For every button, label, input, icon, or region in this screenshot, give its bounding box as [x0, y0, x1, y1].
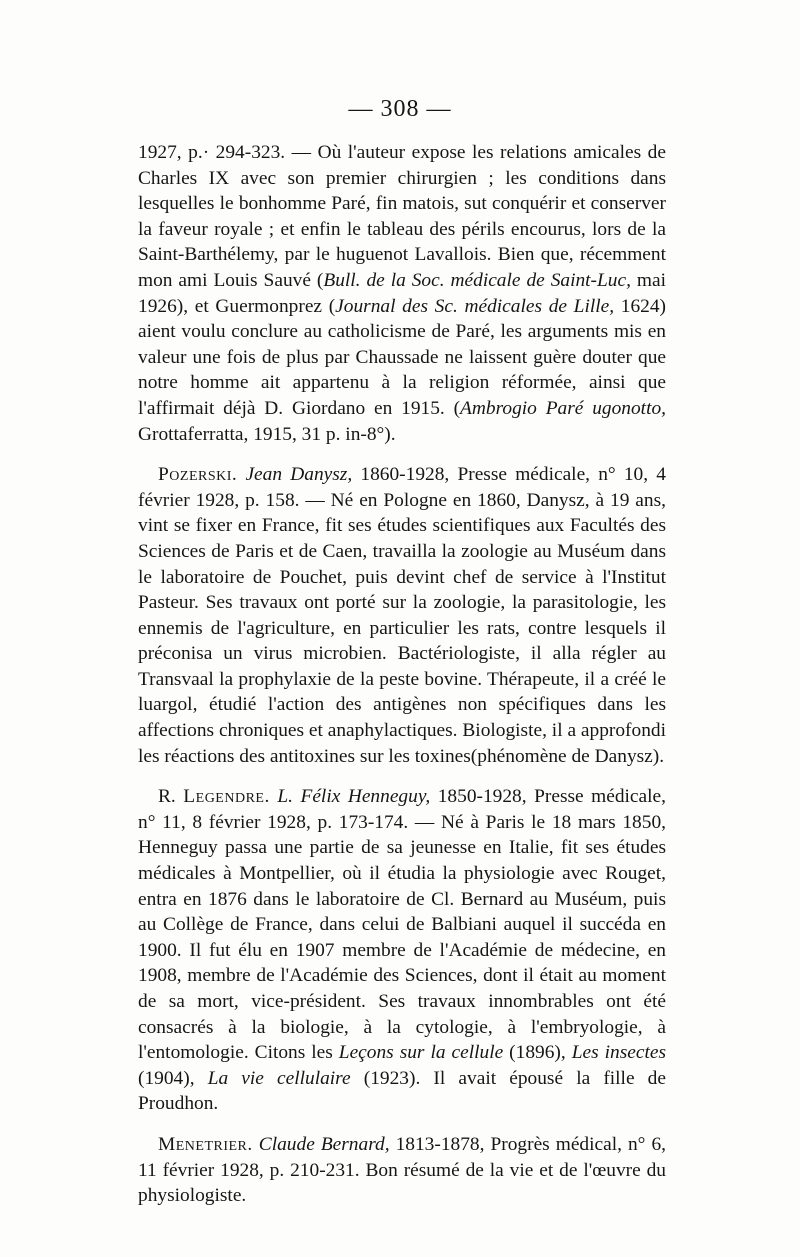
- entry-legendre-henneguy: [138, 784, 666, 1117]
- entry-pozerski-danysz: [138, 462, 666, 769]
- italic-title: Leçons sur la cellule: [338, 1042, 504, 1064]
- italic-title: La vie cellulaire: [207, 1067, 351, 1089]
- text-run: Grottaferratta, 1915, 31 p. in-8°).: [138, 423, 396, 445]
- author-name: Legendre.: [183, 786, 270, 808]
- text-run: 1850-1928, Presse médicale, n° 11, 8 février 1928, p. 173-174. — Né à Paris le 18 mars 1850, Henneguy passa une partie de sa jeunesse en Italie, fit ses études médicales à Montpellier, où il étudia la physiologie avec Rouget, entra en 1876 dans le laboratoire de Cl. Bernard au Muséum, puis au Collège de France, dans celui de Balbiani auquel il succéda en 1900. Il fut élu en 1907 membre de l'Académie de médecine, en 1908, membre de l'Académie des Sciences, dont il était au moment de sa mort, vice-président. Ses travaux innombrables ont été consacrés à la biologie, à la cytologie, à l'embryologie, à l'entomologie. Citons les: [138, 786, 666, 1064]
- text-run: 1624) aient voulu conclure au catholicisme de Paré, les arguments mis en valeur une fois de plus par Chaussade ne laissent guère douter que notre homme ait appartenu à la religion réformée, ainsi que l'affirmait déjà D. Giordano en 1915. (: [138, 295, 666, 419]
- text-run: R.: [158, 786, 184, 808]
- italic-title: Les insectes: [571, 1042, 666, 1064]
- text-run: (1896),: [503, 1042, 572, 1064]
- paragraph-pare-continuation: [138, 140, 666, 447]
- text-run: mai 1926), et Guermonprez (: [138, 269, 666, 317]
- italic-title: Bull. de la Soc. médicale de Saint-Luc,: [323, 269, 631, 291]
- text-run: 1860-1928, Presse médicale, n° 10, 4 février 1928, p. 158. — Né en Pologne en 1860, Danysz, à 19 ans, vint se fixer en France, fit ses études scientifiques aux Facultés des Sciences de Paris et de Caen, travailla la zoologie au Muséum dans le laboratoire de Pouchet, puis devint chef de service à l'Institut Pasteur. Ses travaux ont porté sur la zoologie, la parasitologie, les ennemis de l'agriculture, en particulier les rats, contre lesquels il préconisa un virus microbien. Bactériologiste, il alla régler au Transvaal la prophylaxie de la peste bovine. Thérapeute, il a créé le luargol, étudié l'action des antigènes non spécifiques dans les affections chroniques et anaphylactiques. Biologiste, il a approfondi les réactions des antitoxines sur les toxines(phénomène de Danysz).: [138, 464, 666, 767]
- body-text: [138, 140, 666, 1209]
- author-name: Menetrier.: [158, 1133, 253, 1155]
- text-run: 1813-1878, Progrès médical, n° 6, 11 février 1928, p. 210-231. Bon résumé de la vie et de l'œuvre du physiologiste.: [138, 1133, 666, 1207]
- author-name: Pozerski.: [158, 464, 238, 486]
- italic-title: L. Félix Henneguy,: [277, 786, 431, 808]
- italic-title: Journal des Sc. médicales de Lille,: [335, 295, 615, 317]
- text-run: (1904),: [138, 1067, 208, 1089]
- italic-title: Claude Bernard,: [258, 1133, 390, 1155]
- entry-menetrier-bernard: [138, 1132, 666, 1209]
- italic-title: Jean Danysz,: [245, 464, 353, 486]
- text-run: 1927, p.· 294-323. — Où l'auteur expose les relations amicales de Charles IX avec son premier chirurgien ; les conditions dans lesquelles le bonhomme Paré, fin matois, sut conquérir et conserver la faveur royale ; et enfin le tableau des périls encourus, lors de la Saint-Barthélemy, par le huguenot Lavallois. Bien que, récemment mon ami Louis Sauvé (: [138, 142, 666, 291]
- text-run: (1923). Il avait épousé la fille de Proudhon.: [138, 1067, 666, 1115]
- italic-title: Ambrogio Paré ugonotto,: [460, 397, 666, 419]
- page-number: — 308 —: [348, 96, 452, 122]
